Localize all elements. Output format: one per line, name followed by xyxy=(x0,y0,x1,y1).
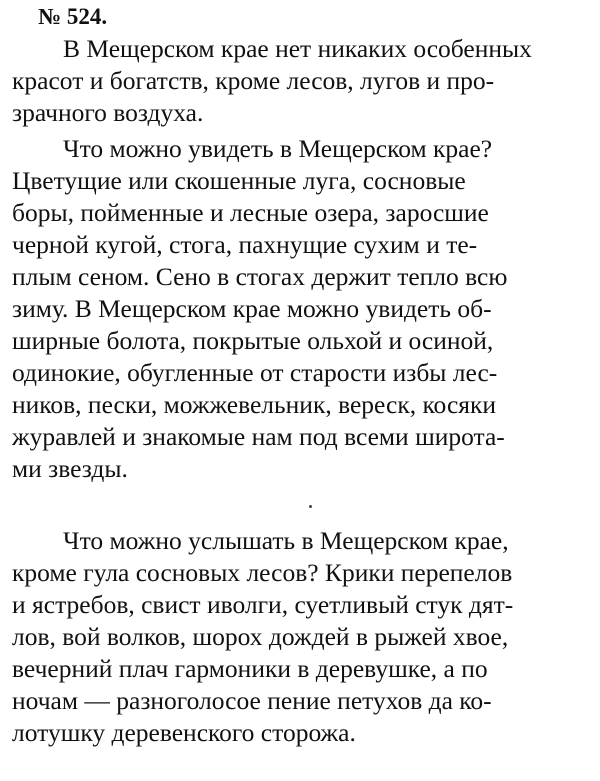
text-line: черной кугой, стога, пахнущие сухим и те- xyxy=(12,230,478,259)
text-line: Что можно увидеть в Мещерском крае? xyxy=(63,134,493,163)
text-line: одинокие, обугленные от старости избы лес- xyxy=(12,358,498,387)
text-line: лотушку деревенского сторожа. xyxy=(12,718,356,747)
text-line: зрачного воздуха. xyxy=(12,98,204,127)
text-line: плым сеном. Сено в стогах держит тепло всю xyxy=(12,262,508,291)
text-line: Что можно услышать в Мещерском крае, xyxy=(63,526,509,555)
text-line: ми звезды. xyxy=(12,454,128,483)
text-line: ников, пески, можжевельник, вереск, косяки xyxy=(12,390,497,419)
print-speck xyxy=(309,505,312,508)
text-line: лов, вой волков, шорох дождей в рыжей хвое, xyxy=(12,622,509,651)
text-line: боры, пойменные и лесные озера, заросшие xyxy=(12,198,489,227)
text-line: зиму. В Мещерском крае можно увидеть об- xyxy=(12,294,492,323)
text-line: ширные болота, покрытые ольхой и осиной, xyxy=(12,326,494,355)
exercise-number: № 524. xyxy=(38,4,108,29)
text-line: кроме гула сосновых лесов? Крики перепелов xyxy=(12,558,513,587)
text-line: Цветущие или скошенные луга, сосновые xyxy=(12,166,466,195)
text-line: журавлей и знакомые нам под всеми широта- xyxy=(12,422,505,451)
text-line: ночам — разноголосое пение петухов да ко- xyxy=(12,686,492,715)
text-line: вечерний плач гармоники в деревушке, а по xyxy=(12,654,488,683)
text-line: и ястребов, свист иволги, суетливый стук дят- xyxy=(12,590,514,619)
text-line: красот и богатств, кроме лесов, лугов и про- xyxy=(12,66,495,95)
text-line: В Мещерском крае нет никаких особенных xyxy=(63,34,532,63)
